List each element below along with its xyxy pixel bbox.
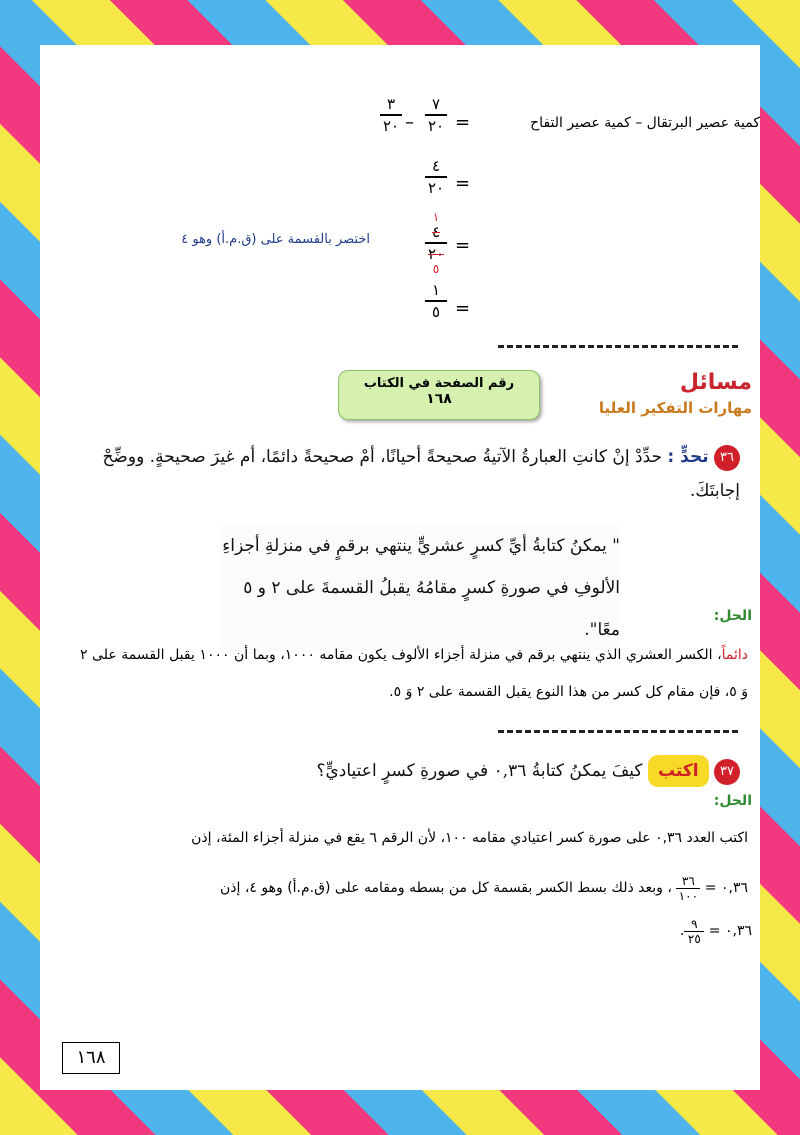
book-ref-label: رقم الصفحة في الكتاب — [363, 376, 515, 391]
step4-den: ٥ — [431, 303, 441, 321]
line2-suffix: ، وبعد ذلك بسط الكسر بقسمة كل من بسطه ومقامه على (ق.م.أ) وهو ٤، إذن — [220, 880, 672, 896]
question-37 — [190, 755, 740, 787]
section-subtitle: مهارات التفكير العليا — [598, 399, 752, 417]
question-37-line1: اكتب العدد ٠,٣٦ على صورة كسر اعتيادي مقامه ١٠٠، لأن الرقم ٦ يقع في منزلة أجزاء المئة، إذن — [191, 830, 748, 846]
book-ref-page: ١٦٨ — [426, 391, 452, 407]
line3-suffix: . — [679, 923, 685, 939]
solution-label: الحل: — [713, 793, 752, 809]
step3-num: ٤ — [431, 223, 441, 241]
frac1-den: ١٠٠ — [678, 888, 699, 903]
fraction-bar — [380, 114, 402, 116]
fraction-a — [425, 95, 447, 135]
question-36-quote: " يمكنُ كتابةُ أيِّ كسرٍ عشريٍّ ينتهي برقمٍ في منزلةِ أجزاءِ الألوفِ في صورةِ كسرٍ مقامُهُ يقبلُ القسمةَ على ٢ و ٥ معًا". — [220, 525, 620, 651]
fraction-a-num: ٧ — [431, 95, 441, 113]
question-36-answer — [80, 637, 748, 711]
minus-sign: – — [405, 112, 414, 133]
write-tag: اكتب — [648, 755, 709, 787]
fraction-b — [380, 95, 402, 135]
equals-sign: = — [455, 112, 471, 133]
fraction-a-den: ٢٠ — [427, 117, 445, 135]
fraction-bar — [425, 176, 447, 178]
fraction-bar — [425, 114, 447, 116]
line2-prefix: ٠,٣٦ = — [704, 880, 748, 896]
step3-fraction — [425, 211, 447, 275]
step2-den: ٢٠ — [427, 179, 445, 197]
equation-line-label: كمية عصير البرتقال – كمية عصير التفاح — [530, 115, 760, 131]
book-page-box — [338, 370, 540, 420]
step2-fraction — [425, 157, 447, 197]
step2-num: ٤ — [431, 157, 441, 175]
section-title: مسائل — [679, 370, 752, 395]
frac2-den: ٢٥ — [687, 931, 701, 946]
question-37-line3 — [452, 913, 752, 949]
dashed-divider — [498, 730, 738, 733]
page-sheet — [40, 45, 760, 1090]
question-number-badge: ٣٦ — [714, 445, 740, 471]
question-36-text: حدِّدْ إنْ كانتِ العبارةُ الآتيةُ صحيحةً أحيانًا، أمْ صحيحةً دائمًا، أم غيرَ صحيحةٍ. ووضِّحْ إجابتَكَ. — [102, 447, 740, 501]
step3-result-den: ٥ — [432, 262, 440, 276]
fraction-b-den: ٢٠ — [382, 117, 400, 135]
equals-sign: = — [455, 173, 471, 194]
page-number-box — [62, 1042, 120, 1074]
frac2-num: ٩ — [691, 916, 698, 931]
fraction-9-25 — [684, 917, 704, 946]
step4-num: ١ — [431, 281, 441, 299]
question-number-badge: ٣٧ — [714, 759, 740, 785]
step3-den: ٢٠ — [427, 245, 445, 263]
dashed-divider — [498, 345, 738, 348]
answer-text: ، الكسر العشري الذي ينتهي برقم في منزلة أجزاء الألوف يكون مقامه ١٠٠٠، وبما أن ١٠٠٠ يقبل القسمة على ٢ وَ ٥، فإن مقام كل كسر من هذا النوع يقبل القسمة على ٢ وَ ٥. — [80, 647, 748, 700]
simplify-note: اختصر بالقسمة على (ق.م.أ) وهو ٤ — [181, 232, 370, 247]
line3-prefix: ٠,٣٦ = — [708, 923, 752, 939]
fraction-b-num: ٣ — [386, 95, 396, 113]
challenge-tag: تحدٍّ : — [667, 447, 709, 467]
question-36 — [60, 440, 740, 508]
step4-fraction — [425, 281, 447, 321]
answer-lead: دائماً — [721, 647, 748, 663]
step3-result-num: ١ — [432, 210, 440, 224]
fraction-36-100 — [676, 874, 700, 903]
equals-sign: = — [455, 298, 471, 319]
frac1-num: ٣٦ — [681, 873, 695, 888]
question-37-line2 — [80, 870, 748, 906]
fraction-bar — [425, 242, 447, 244]
solution-label: الحل: — [713, 608, 752, 624]
question-37-text: كيفَ يمكنُ كتابةُ ٠,٣٦ في صورةِ كسرٍ اعتياديٍّ؟ — [316, 761, 643, 781]
page-number: ١٦٨ — [76, 1047, 106, 1068]
equals-sign: = — [455, 235, 471, 256]
fraction-bar — [425, 300, 447, 302]
